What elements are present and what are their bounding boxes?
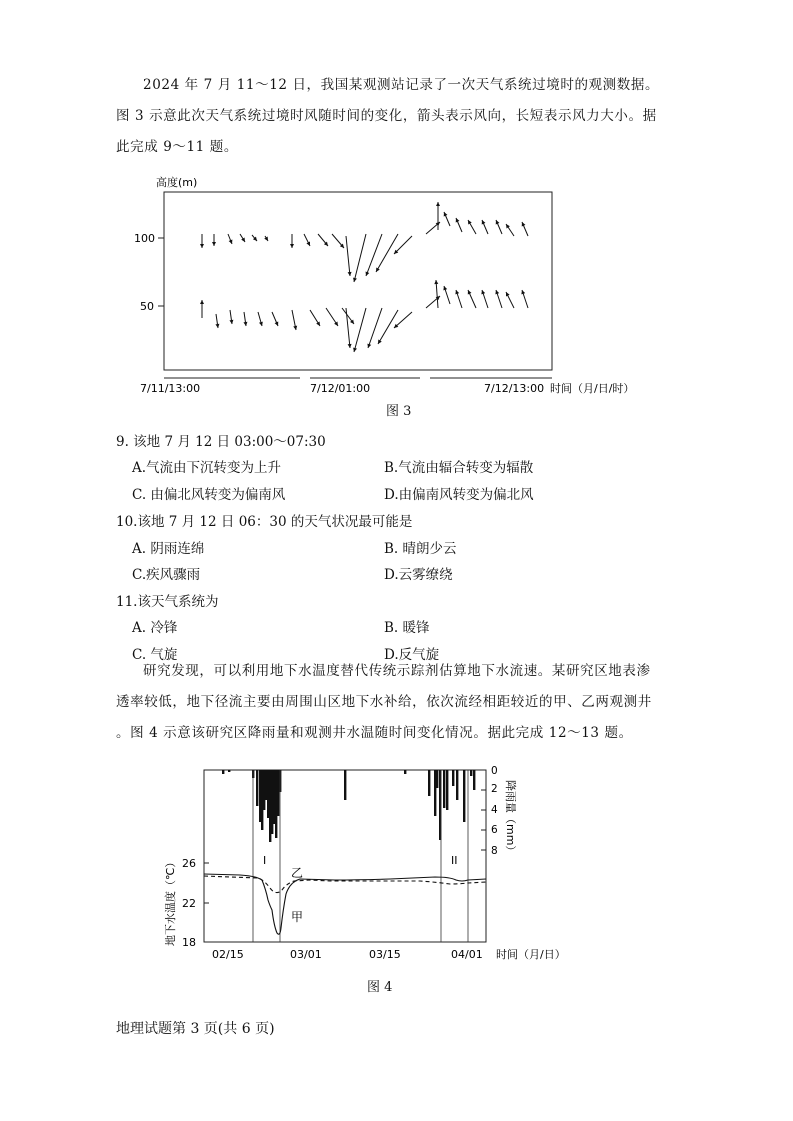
wind-arrow-head — [443, 286, 447, 290]
series-jia-line — [204, 874, 486, 934]
fig4-ytick-22: 22 — [182, 897, 196, 910]
rainfall-bar — [404, 770, 406, 774]
fig4-y2label: 降雨量（mm） — [504, 780, 517, 857]
intro-line: 研究发现，可以利用地下水温度替代传统示踪剂估算地下水流速。某研究区地表渗 — [143, 663, 651, 679]
rainfall-bar — [428, 770, 430, 796]
fig4-y2tick-2: 2 — [491, 783, 498, 795]
fig3-frame — [164, 192, 552, 370]
fig4-y2tick-8: 8 — [491, 845, 498, 857]
fig3-wind-arrows — [200, 202, 528, 352]
rainfall-bar — [473, 770, 475, 790]
q9-option-d[interactable]: D.由偏南风转变为偏北风 — [384, 487, 534, 503]
fig3-xlabel: 时间（月/日/时） — [550, 382, 635, 395]
fig4-xtick-3: 03/15 — [369, 948, 401, 961]
wind-arrow-head — [293, 326, 297, 330]
fig4-y2tick-4: 4 — [491, 804, 498, 816]
fig3-caption: 图 3 — [386, 404, 412, 419]
fig4-caption: 图 4 — [367, 980, 393, 995]
fig3-ylabel: 高度(m) — [156, 176, 198, 189]
rainfall-bar — [470, 770, 472, 776]
wind-arrow-head — [200, 244, 204, 248]
wind-arrow-head — [481, 290, 485, 294]
fig4-ytick-26: 26 — [182, 857, 196, 870]
period-label-2: II — [451, 854, 458, 867]
period-label-1: I — [263, 854, 267, 867]
wind-arrow-head — [455, 290, 459, 294]
question-11-stem: 11.该天气系统为 — [116, 594, 219, 610]
wind-arrow-head — [212, 242, 216, 246]
fig4-rainfall-bars — [222, 770, 475, 842]
series-jia-label: 甲 — [291, 910, 304, 924]
wind-arrow-head — [436, 202, 440, 206]
intro-line: 此完成 9～11 题。 — [116, 139, 238, 155]
q11-option-c[interactable]: C. 气旋 — [132, 647, 178, 663]
intro-paragraph-1 — [116, 70, 696, 163]
rainfall-bar — [452, 770, 454, 786]
q10-option-a[interactable]: A. 阴雨连绵 — [132, 541, 205, 557]
question-9-stem: 9. 该地 7 月 12 日 03:00～07:30 — [116, 434, 326, 450]
wind-arrow-head — [495, 290, 499, 294]
fig4-xtick-1: 02/15 — [212, 948, 244, 961]
q10-option-d[interactable]: D.云雾缭绕 — [384, 567, 453, 583]
q9-option-a[interactable]: A.气流由下沉转变为上升 — [132, 460, 282, 476]
q9-option-c[interactable]: C. 由偏北风转变为偏南风 — [132, 487, 286, 503]
intro-line: 透率较低，地下径流主要由周围山区地下水补给，依次流经相距较近的甲、乙两观测井 — [116, 694, 652, 710]
rainfall-bar — [344, 770, 346, 800]
wind-arrow — [366, 234, 382, 276]
wind-arrow-head — [290, 244, 294, 248]
rainfall-bar — [436, 770, 438, 788]
fig4-xtick-4: 04/01 — [451, 948, 483, 961]
question-10-stem: 10.该地 7 月 12 日 06：30 的天气状况最可能是 — [116, 514, 413, 530]
q9-option-b[interactable]: B.气流由辐合转变为辐散 — [384, 460, 534, 476]
fig3-ytick-50: 50 — [140, 300, 154, 313]
wind-arrow — [354, 234, 366, 282]
fig4-xtick-2: 03/01 — [290, 948, 322, 961]
intro-paragraph-2 — [116, 656, 696, 749]
series-yi-label: 乙 — [291, 866, 304, 880]
rainfall-bar — [228, 770, 230, 772]
figure-3-wind-diagram — [120, 168, 680, 408]
fig4-y2tick-0: 0 — [491, 765, 498, 777]
fig4-ytick-18: 18 — [182, 936, 196, 949]
q10-option-c[interactable]: C.疾风骤雨 — [132, 567, 201, 583]
fig3-ytick-100: 100 — [134, 232, 155, 245]
q11-option-d[interactable]: D.反气旋 — [384, 647, 440, 663]
series-yi-line — [204, 876, 486, 893]
rainfall-bar — [463, 770, 465, 822]
fig3-xtick-3: 7/12/13:00 — [484, 382, 545, 395]
wind-arrow-head — [434, 280, 438, 284]
wind-arrow-head — [200, 300, 204, 304]
wind-arrow — [346, 236, 350, 276]
rainfall-bar — [443, 770, 445, 808]
rainfall-bar — [456, 770, 458, 800]
fig4-y2tick-6: 6 — [491, 824, 498, 836]
rainfall-bar — [222, 770, 224, 774]
fig4-xlabel: 时间（月/日） — [496, 948, 566, 961]
fig3-xtick-1: 7/11/13:00 — [140, 382, 201, 395]
rainfall-bar — [446, 770, 448, 810]
wind-arrow-head — [367, 344, 371, 348]
intro-line: 。图 4 示意该研究区降雨量和观测井水温随时间变化情况。据此完成 12～13 题。 — [116, 725, 633, 741]
wind-arrow — [354, 308, 366, 352]
intro-line: 图 3 示意此次天气系统过境时风随时间的变化，箭头表示风向，长短表示风力大小。据 — [116, 108, 657, 124]
wind-arrow — [346, 308, 350, 348]
wind-arrow-head — [521, 290, 525, 294]
wind-arrow — [436, 280, 438, 308]
q10-option-b[interactable]: B. 晴朗少云 — [384, 541, 457, 557]
rainfall-bar — [256, 770, 258, 806]
page-footer: 地理试题第 3 页(共 6 页) — [116, 1021, 275, 1037]
q11-option-b[interactable]: B. 暖锋 — [384, 620, 430, 636]
q11-option-a[interactable]: A. 冷锋 — [132, 620, 178, 636]
fig4-ylabel: 地下水温度（℃） — [164, 856, 177, 946]
intro-line: 2024 年 7 月 11～12 日，我国某观测站记录了一次天气系统过境时的观测数据。 — [143, 77, 660, 93]
wind-arrow-head — [353, 278, 357, 282]
figure-4-temperature-rainfall — [160, 760, 600, 965]
fig3-xtick-2: 7/12/01:00 — [310, 382, 371, 395]
